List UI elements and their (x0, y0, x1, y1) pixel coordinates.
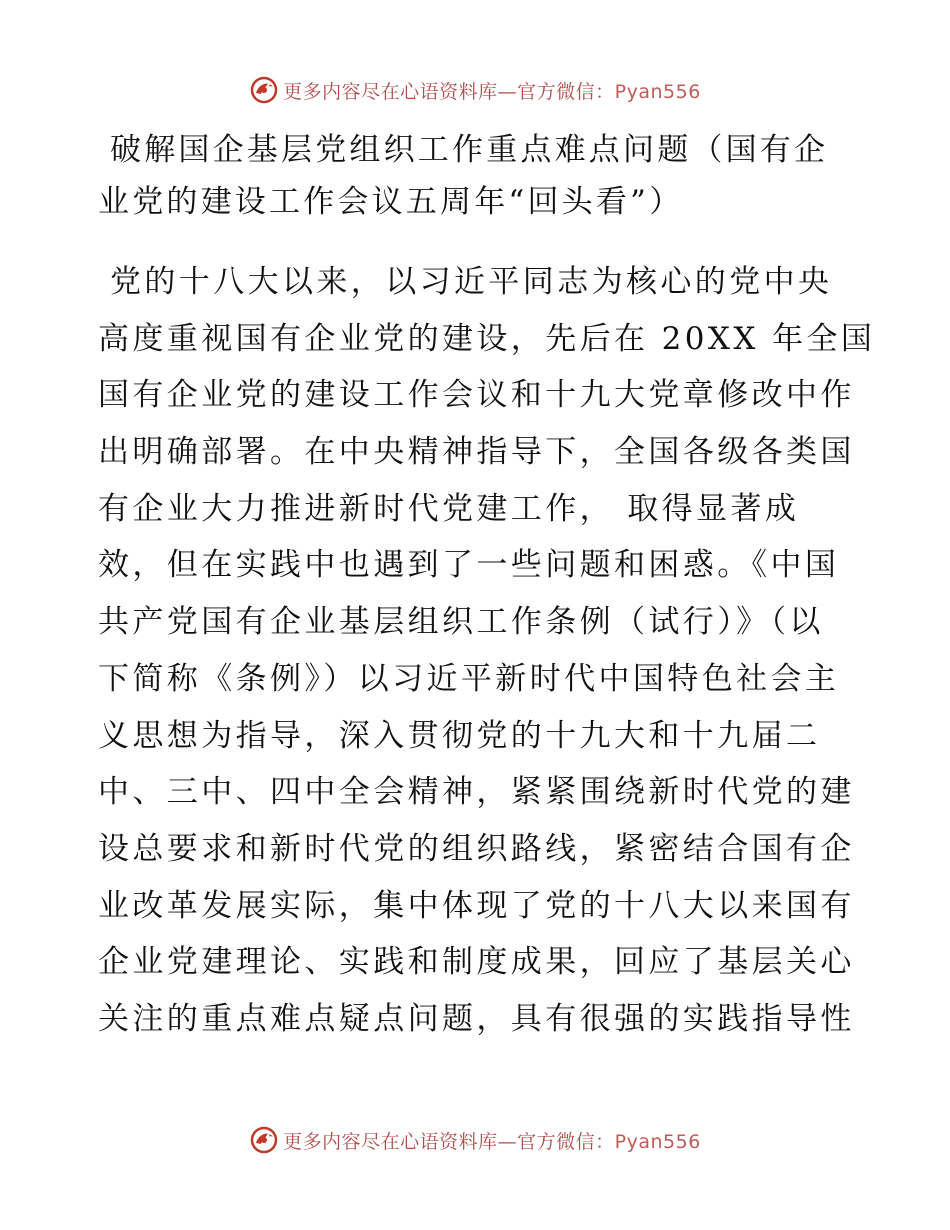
wechat-id: Pyan556 (614, 80, 701, 103)
body-line: 高度重视国有企业党的建设，先后在 20XX 年全国 (98, 320, 876, 357)
document-title (98, 124, 858, 228)
body-line: 出明确部署。在中央精神指导下，全国各级各类国 (98, 434, 855, 471)
body-line: 国有企业党的建设工作会议和十九大党章修改中作 (98, 377, 855, 414)
banner-text: 更多内容尽在心语资料库—官方微信：Pyan556 (283, 80, 701, 103)
body-line: 下简称《条例》）以习近平新时代中国特色社会主 (98, 660, 840, 697)
header-banner (0, 70, 950, 110)
body-paragraph (98, 254, 876, 1048)
body-line: 设总要求和新时代党的组织路线，紧密结合国有企 (98, 830, 855, 867)
wechat-id: Pyan556 (614, 1130, 701, 1153)
body-line: 效，但在实践中也遇到了一些问题和困惑。《中国 (98, 547, 840, 584)
title-line: 业党的建设工作会议五周年“回头看”） (98, 184, 684, 220)
title-line: 破解国企基层党组织工作重点难点问题（国有企 (110, 132, 829, 168)
logo-icon (249, 1125, 279, 1155)
body-line: 业改革发展实际，集中体现了党的十八大以来国有 (98, 887, 855, 924)
footer-banner (0, 1120, 950, 1160)
body-line: 有企业大力推进新时代党建工作， 取得显著成 (98, 490, 800, 527)
body-line: 义思想为指导，深入贯彻党的十九大和十九届二 (98, 717, 821, 754)
logo-icon (249, 75, 279, 105)
banner-text: 更多内容尽在心语资料库—官方微信：Pyan556 (283, 1130, 701, 1153)
body-line: 中、三中、四中全会精神，紧紧围绕新时代党的建 (98, 774, 855, 811)
body-line: 党的十八大以来，以习近平同志为核心的党中央 (110, 264, 833, 300)
body-line: 关注的重点难点疑点问题，具有很强的实践指导性 (98, 1000, 855, 1037)
body-line: 企业党建理论、实践和制度成果，回应了基层关心 (98, 944, 855, 981)
body-line: 共产党国有企业基层组织工作条例（试行）》（以 (98, 604, 824, 641)
